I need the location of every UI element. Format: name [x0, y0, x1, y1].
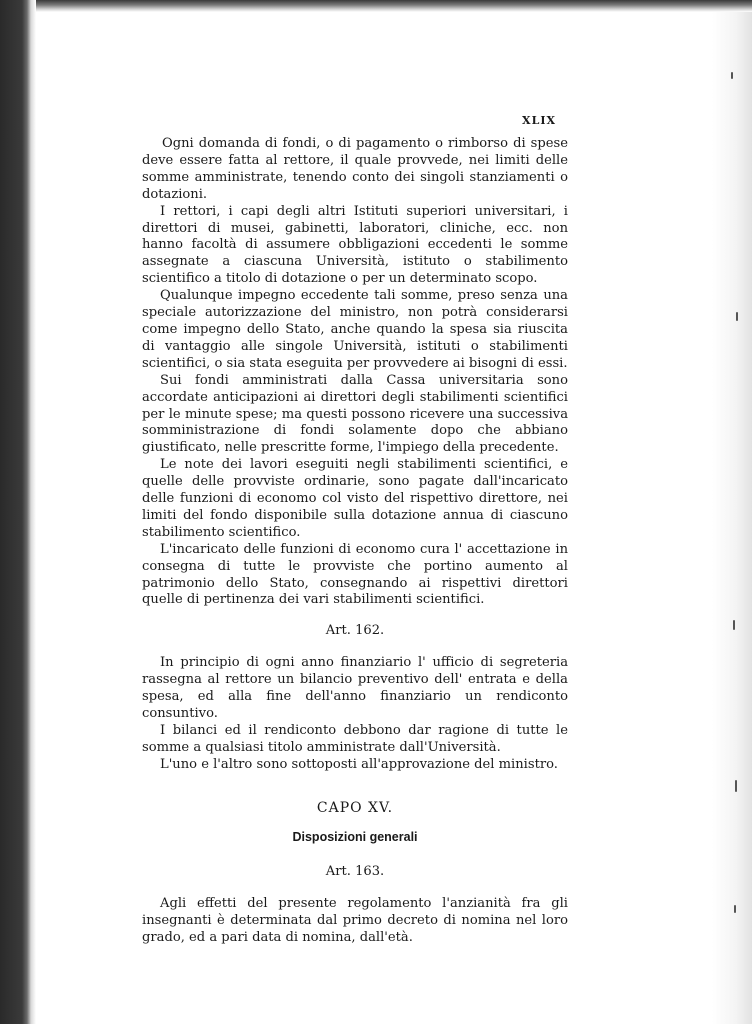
paragraph: Le note dei lavori eseguiti negli stabilimenti scientifici, e quelle delle provviste ordinarie, sono pagate dall'incaricato delle funzioni di economo col visto del rispettivo direttore, nei limiti del fondo disponibile sulla dotazione annua di ciascuno stabilimento scientifico. [142, 457, 568, 540]
scan-speck [736, 312, 738, 321]
paragraph: Ogni domanda di fondi, o di pagamento o rimborso di spese deve essere fatta al rettore, il quale provvede, nei limiti delle somme amministrate, tenendo conto dei singoli stanziamenti o dotazioni. [142, 136, 568, 202]
page-body [142, 136, 568, 947]
paragraph: I bilanci ed il rendiconto debbono dar ragione di tutte le somme a qualsiasi titolo amministrate dall'Università. [142, 722, 568, 755]
scan-left-edge [0, 0, 36, 1024]
page-number: XLIX [522, 114, 556, 127]
scan-top-edge [36, 0, 752, 12]
paragraph: Qualunque impegno eccedente tali somme, preso senza una speciale autorizzazione del ministro, non potrà considerarsi come impegno dello Stato, anche quando la spesa sia riuscita di vantaggio alle singole Università, istituti o stabilimenti scientifici, o sia stata eseguita per provvedere ai bisogni di essi. [142, 288, 568, 371]
scan-right-edge [712, 12, 752, 1024]
scan-speck [731, 72, 733, 79]
paragraph: In principio di ogni anno finanziario l' ufficio di segreteria rassegna al rettore un bilancio preventivo dell' entrata e della spesa, ed alla fine dell'anno finanziario un rendiconto consuntivo. [142, 655, 568, 721]
paragraph: L'incaricato delle funzioni di economo cura l' accettazione in consegna di tutte le provviste che portino aumento al patrimonio dello Stato, consegnando ai rispettivi direttori quelle di pertinenza dei vari stabilimenti scientifici. [142, 541, 568, 608]
article-heading: Art. 163. [325, 864, 385, 880]
scan-speck [733, 620, 735, 630]
paragraph: Sui fondi amministrati dalla Cassa universitaria sono accordate anticipazioni ai direttori degli stabilimenti scientifici per le minute spese; ma questi possono ricevere una successiva somministrazione di fondi solamente dopo che abbiano giustificato, nelle prescritte forme, l'impiego della precedente. [142, 372, 568, 456]
paragraph: I rettori, i capi degli altri Istituti superiori universitari, i direttori di musei, gabinetti, laboratori, cliniche, ecc. non hanno facoltà di assumere obbligazioni eccedenti le somme assegnate a ciascuna Università, istituto o stabilimento scientifico a titolo di dotazione o per un determinato scopo. [142, 203, 568, 287]
scan-speck [734, 905, 736, 913]
chapter-subtitle: Disposizioni generali [292, 829, 418, 844]
scan-speck [735, 780, 737, 792]
article-heading: Art. 162. [325, 623, 385, 639]
paragraph: L'uno e l'altro sono sottoposti all'approvazione del ministro. [160, 756, 558, 772]
paragraph: Agli effetti del presente regolamento l'anzianità fra gli insegnanti è determinata dal primo decreto di nomina nel loro grado, ed a pari data di nomina, dall'età. [142, 896, 568, 946]
chapter-title: CAPO XV. [316, 799, 394, 816]
